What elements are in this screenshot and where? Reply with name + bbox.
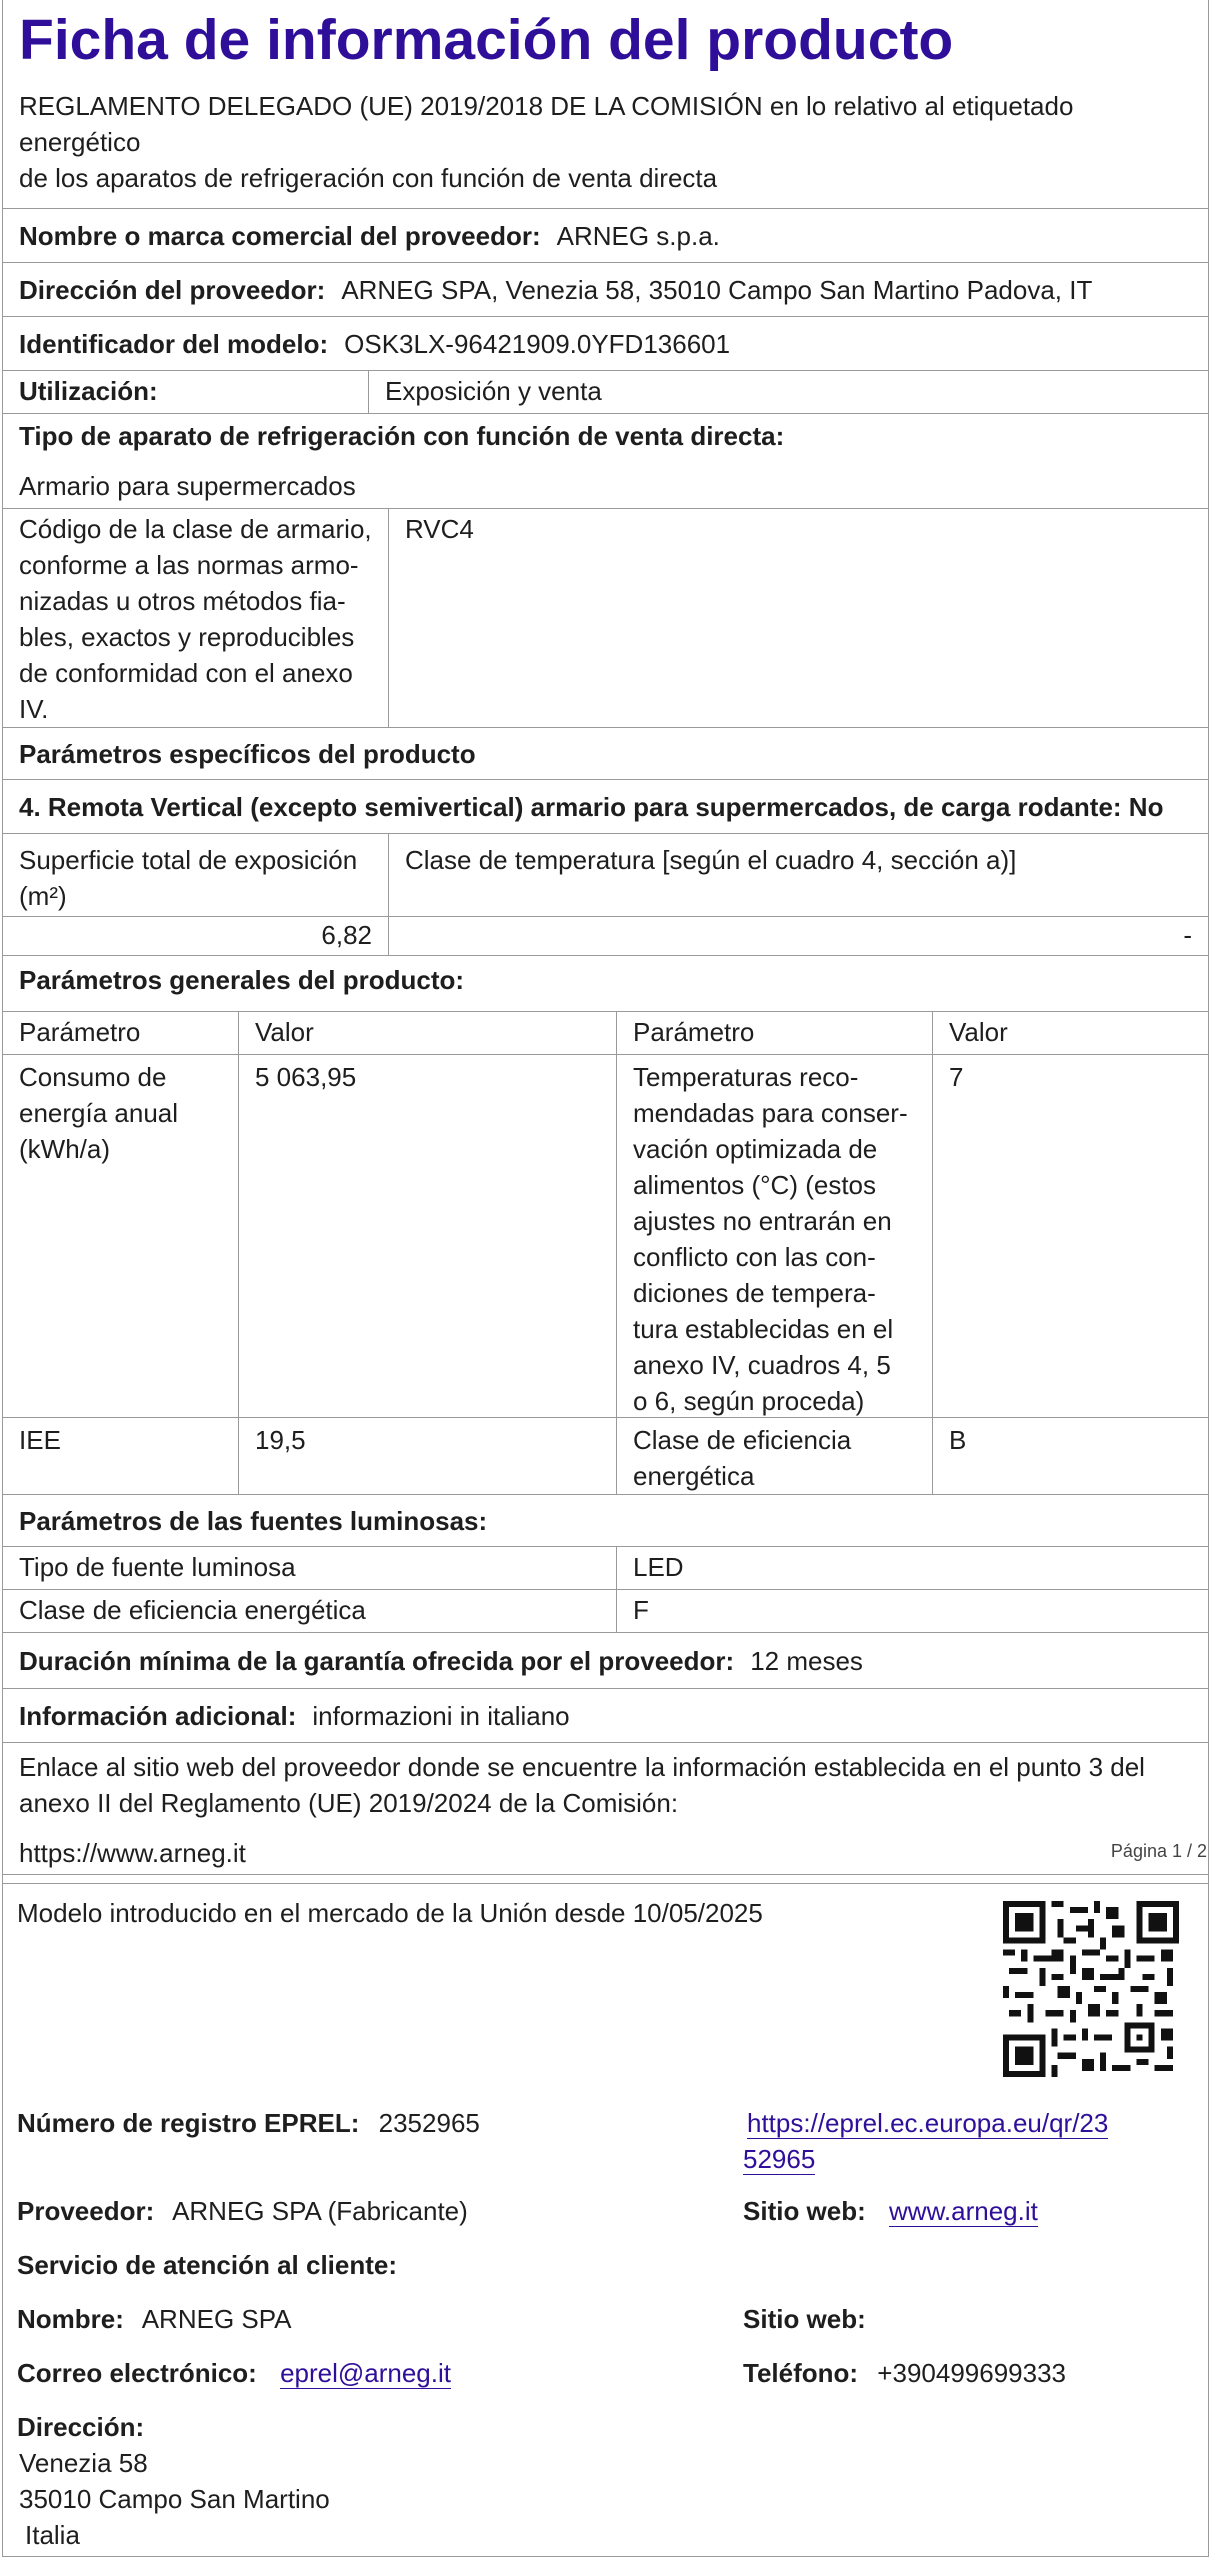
recommended-temp-line: conflicto con las con- [633, 1242, 876, 1272]
website-row [743, 2193, 1038, 2229]
general-params-heading: Parámetros generales del producto: [3, 956, 1208, 1012]
appliance-type-label: Tipo de aparato de refrigeración con función de venta directa: [19, 421, 785, 451]
supplier-label: Proveedor: [17, 2196, 155, 2226]
page-number: Página 1 / 2 [1110, 1841, 1207, 1861]
recommended-temp-line: ajustes no entrarán en [633, 1206, 892, 1236]
cabinet-class-value: RVC4 [405, 514, 474, 544]
warranty-label: Duración mínima de la garantía ofrecida por el proveedor: [19, 1645, 735, 1676]
temperature-class-value: - [1183, 920, 1192, 950]
regulation-subtitle [3, 78, 1208, 209]
annual-energy-label-line: Consumo de [19, 1062, 167, 1092]
cs-phone-value: +390499699333 [877, 2358, 1066, 2388]
recommended-temp-line: tura establecidas en el [633, 1314, 894, 1344]
weblink-text-line-1: Enlace al sitio web del proveedor donde se encuentre la información establecida en el punto 3 del [19, 1752, 1145, 1782]
weblink-text-line-2: anexo II del Reglamento (UE) 2019/2024 de la Comisión: [19, 1788, 679, 1818]
cs-website-label: Sitio web: [743, 2304, 866, 2334]
cs-address-line: Italia [25, 2520, 80, 2550]
recommended-temp-line: mendadas para conser- [633, 1098, 908, 1128]
model-id-label: Identificador del modelo: [19, 328, 329, 359]
specific-category: 4. Remota Vertical (excepto semivertical) armario para supermercados, de carga rodante: No [3, 780, 1208, 834]
eei-value: 19,5 [239, 1418, 617, 1494]
additional-info-label: Información adicional: [19, 1700, 297, 1731]
use-value: Exposición y venta [385, 376, 602, 406]
general-table-row [3, 1055, 1208, 1418]
cabinet-class-label-line: bles, exactos y reproducibles [19, 622, 355, 652]
eprel-number-row [17, 2105, 480, 2141]
cabinet-class-label [3, 509, 389, 727]
website-link[interactable]: www.arneg.it [889, 2196, 1038, 2226]
light-class-value: F [633, 1595, 649, 1625]
efficiency-class-value: B [949, 1425, 967, 1455]
light-class-label: Clase de eficiencia energética [3, 1590, 617, 1632]
supplier-name-value: ARNEG s.p.a. [556, 220, 720, 251]
header-param-2: Parámetro [617, 1012, 933, 1054]
additional-info-value: informazioni in italiano [312, 1700, 570, 1731]
annual-energy-value: 5 063,95 [239, 1055, 617, 1417]
supplier-address-value: ARNEG SPA, Venezia 58, 35010 Campo San Martino Padova, IT [341, 274, 1093, 305]
recommended-temp-line: vación optimizada de [633, 1134, 878, 1164]
header-param-1: Parámetro [3, 1012, 239, 1054]
cs-email-link[interactable]: eprel@arneg.it [280, 2358, 451, 2388]
cs-phone-label: Teléfono: [743, 2358, 859, 2388]
recommended-temp-value: 7 [949, 1062, 964, 1092]
supplier-row [17, 2193, 468, 2229]
display-area-label-line-2: (m²) [19, 881, 67, 911]
header-value-1: Valor [239, 1012, 617, 1054]
cs-phone-row [743, 2355, 1066, 2391]
display-area-value: 6,82 [3, 917, 389, 955]
subtitle-line-1: REGLAMENTO DELEGADO (UE) 2019/2018 DE LA COMISIÓN en lo relativo al etiquetado energético [19, 91, 1074, 157]
cs-address-line: Venezia 58 [19, 2448, 148, 2478]
cabinet-class-label-line: Código de la clase de armario, [19, 514, 372, 544]
light-type-value: LED [633, 1552, 684, 1582]
eprel-url-line-1[interactable]: https://eprel.ec.europa.eu/qr/23 [747, 2108, 1109, 2138]
additional-info-row [3, 1689, 1208, 1743]
page-title: Ficha de información del producto [19, 8, 954, 72]
cs-name-row [17, 2301, 291, 2337]
display-area-values-row [3, 917, 1208, 956]
efficiency-class-label-line: Clase de eficiencia [633, 1425, 852, 1455]
recommended-temp-label [617, 1055, 933, 1417]
model-id-value: OSK3LX-96421909.0YFD136601 [344, 328, 731, 359]
cs-address-line: 35010 Campo San Martino [19, 2484, 330, 2514]
recommended-temp-line: o 6, según proceda) [633, 1386, 865, 1416]
appliance-type-block [3, 414, 1208, 509]
cs-email-row [17, 2355, 451, 2391]
model-id-row [3, 317, 1208, 371]
efficiency-class-label-line: energética [633, 1461, 755, 1491]
recommended-temp-line: Temperaturas reco- [633, 1062, 859, 1092]
light-class-row [3, 1590, 1208, 1633]
eprel-url[interactable] [743, 2105, 1108, 2177]
warranty-row [3, 1633, 1208, 1689]
supplier-value: ARNEG SPA (Fabricante) [172, 2196, 468, 2226]
recommended-temp-line: anexo IV, cuadros 4, 5 [633, 1350, 891, 1380]
eei-label: IEE [3, 1418, 239, 1494]
cabinet-class-row [3, 509, 1208, 728]
cabinet-class-label-line: nizadas u otros métodos fia- [19, 586, 346, 616]
appliance-type-value: Armario para supermercados [19, 471, 356, 501]
cabinet-class-label-line: de conformidad con el anexo [19, 658, 353, 688]
recommended-temp-line: diciones de tempera- [633, 1278, 876, 1308]
cs-address-block [17, 2409, 330, 2553]
eprel-number-label: Número de registro EPREL: [17, 2108, 360, 2138]
qr-code-icon [1003, 1901, 1179, 2077]
general-table-row [3, 1418, 1208, 1495]
annual-energy-label [3, 1055, 239, 1417]
cs-name-value: ARNEG SPA [141, 2304, 292, 2334]
market-date: Modelo introducido en el mercado de la Unión desde 10/05/2025 [17, 1898, 763, 1928]
cabinet-class-label-line: conforme a las normas armo- [19, 550, 359, 580]
cs-email-label: Correo electrónico: [17, 2358, 257, 2388]
product-info-sheet [2, 0, 1209, 1884]
header-value-2: Valor [949, 1017, 1008, 1047]
subtitle-line-2: de los aparatos de refrigeración con función de venta directa [19, 163, 718, 193]
website-label: Sitio web: [743, 2196, 866, 2226]
supplier-name-row [3, 209, 1208, 263]
use-label: Utilización: [3, 371, 369, 413]
eprel-url-line-2[interactable]: 52965 [743, 2144, 816, 2174]
light-type-row [3, 1547, 1208, 1590]
display-area-label-line-1: Superficie total de exposición [19, 845, 358, 875]
eprel-number-value: 2352965 [378, 2108, 480, 2138]
warranty-value: 12 meses [750, 1645, 863, 1676]
annual-energy-label-line: (kWh/a) [19, 1134, 110, 1164]
customer-service-heading: Servicio de atención al cliente: [17, 2250, 398, 2280]
cs-address-label: Dirección: [17, 2412, 145, 2442]
supplier-address-label: Dirección del proveedor: [19, 274, 326, 305]
supplier-address-row [3, 263, 1208, 317]
weblink-block [3, 1743, 1208, 1883]
registration-sheet [2, 1874, 1209, 2557]
light-heading: Parámetros de las fuentes luminosas: [3, 1495, 1208, 1547]
general-table-header [3, 1012, 1208, 1055]
cabinet-class-label-line: IV. [19, 694, 49, 724]
light-type-label: Tipo de fuente luminosa [3, 1547, 617, 1589]
temperature-class-label: Clase de temperatura [según el cuadro 4, sección a)] [405, 845, 1017, 875]
supplier-name-label: Nombre o marca comercial del proveedor: [19, 220, 541, 251]
weblink-url[interactable]: https://www.arneg.it [19, 1838, 246, 1868]
display-area-row [3, 834, 1208, 917]
display-area-label [3, 834, 389, 916]
recommended-temp-line: alimentos (°C) (estos [633, 1170, 877, 1200]
annual-energy-label-line: energía anual [19, 1098, 179, 1128]
specific-params-heading: Parámetros específicos del producto [3, 728, 1208, 780]
use-row [3, 371, 1208, 414]
efficiency-class-label [617, 1418, 933, 1494]
cs-name-label: Nombre: [17, 2304, 124, 2334]
